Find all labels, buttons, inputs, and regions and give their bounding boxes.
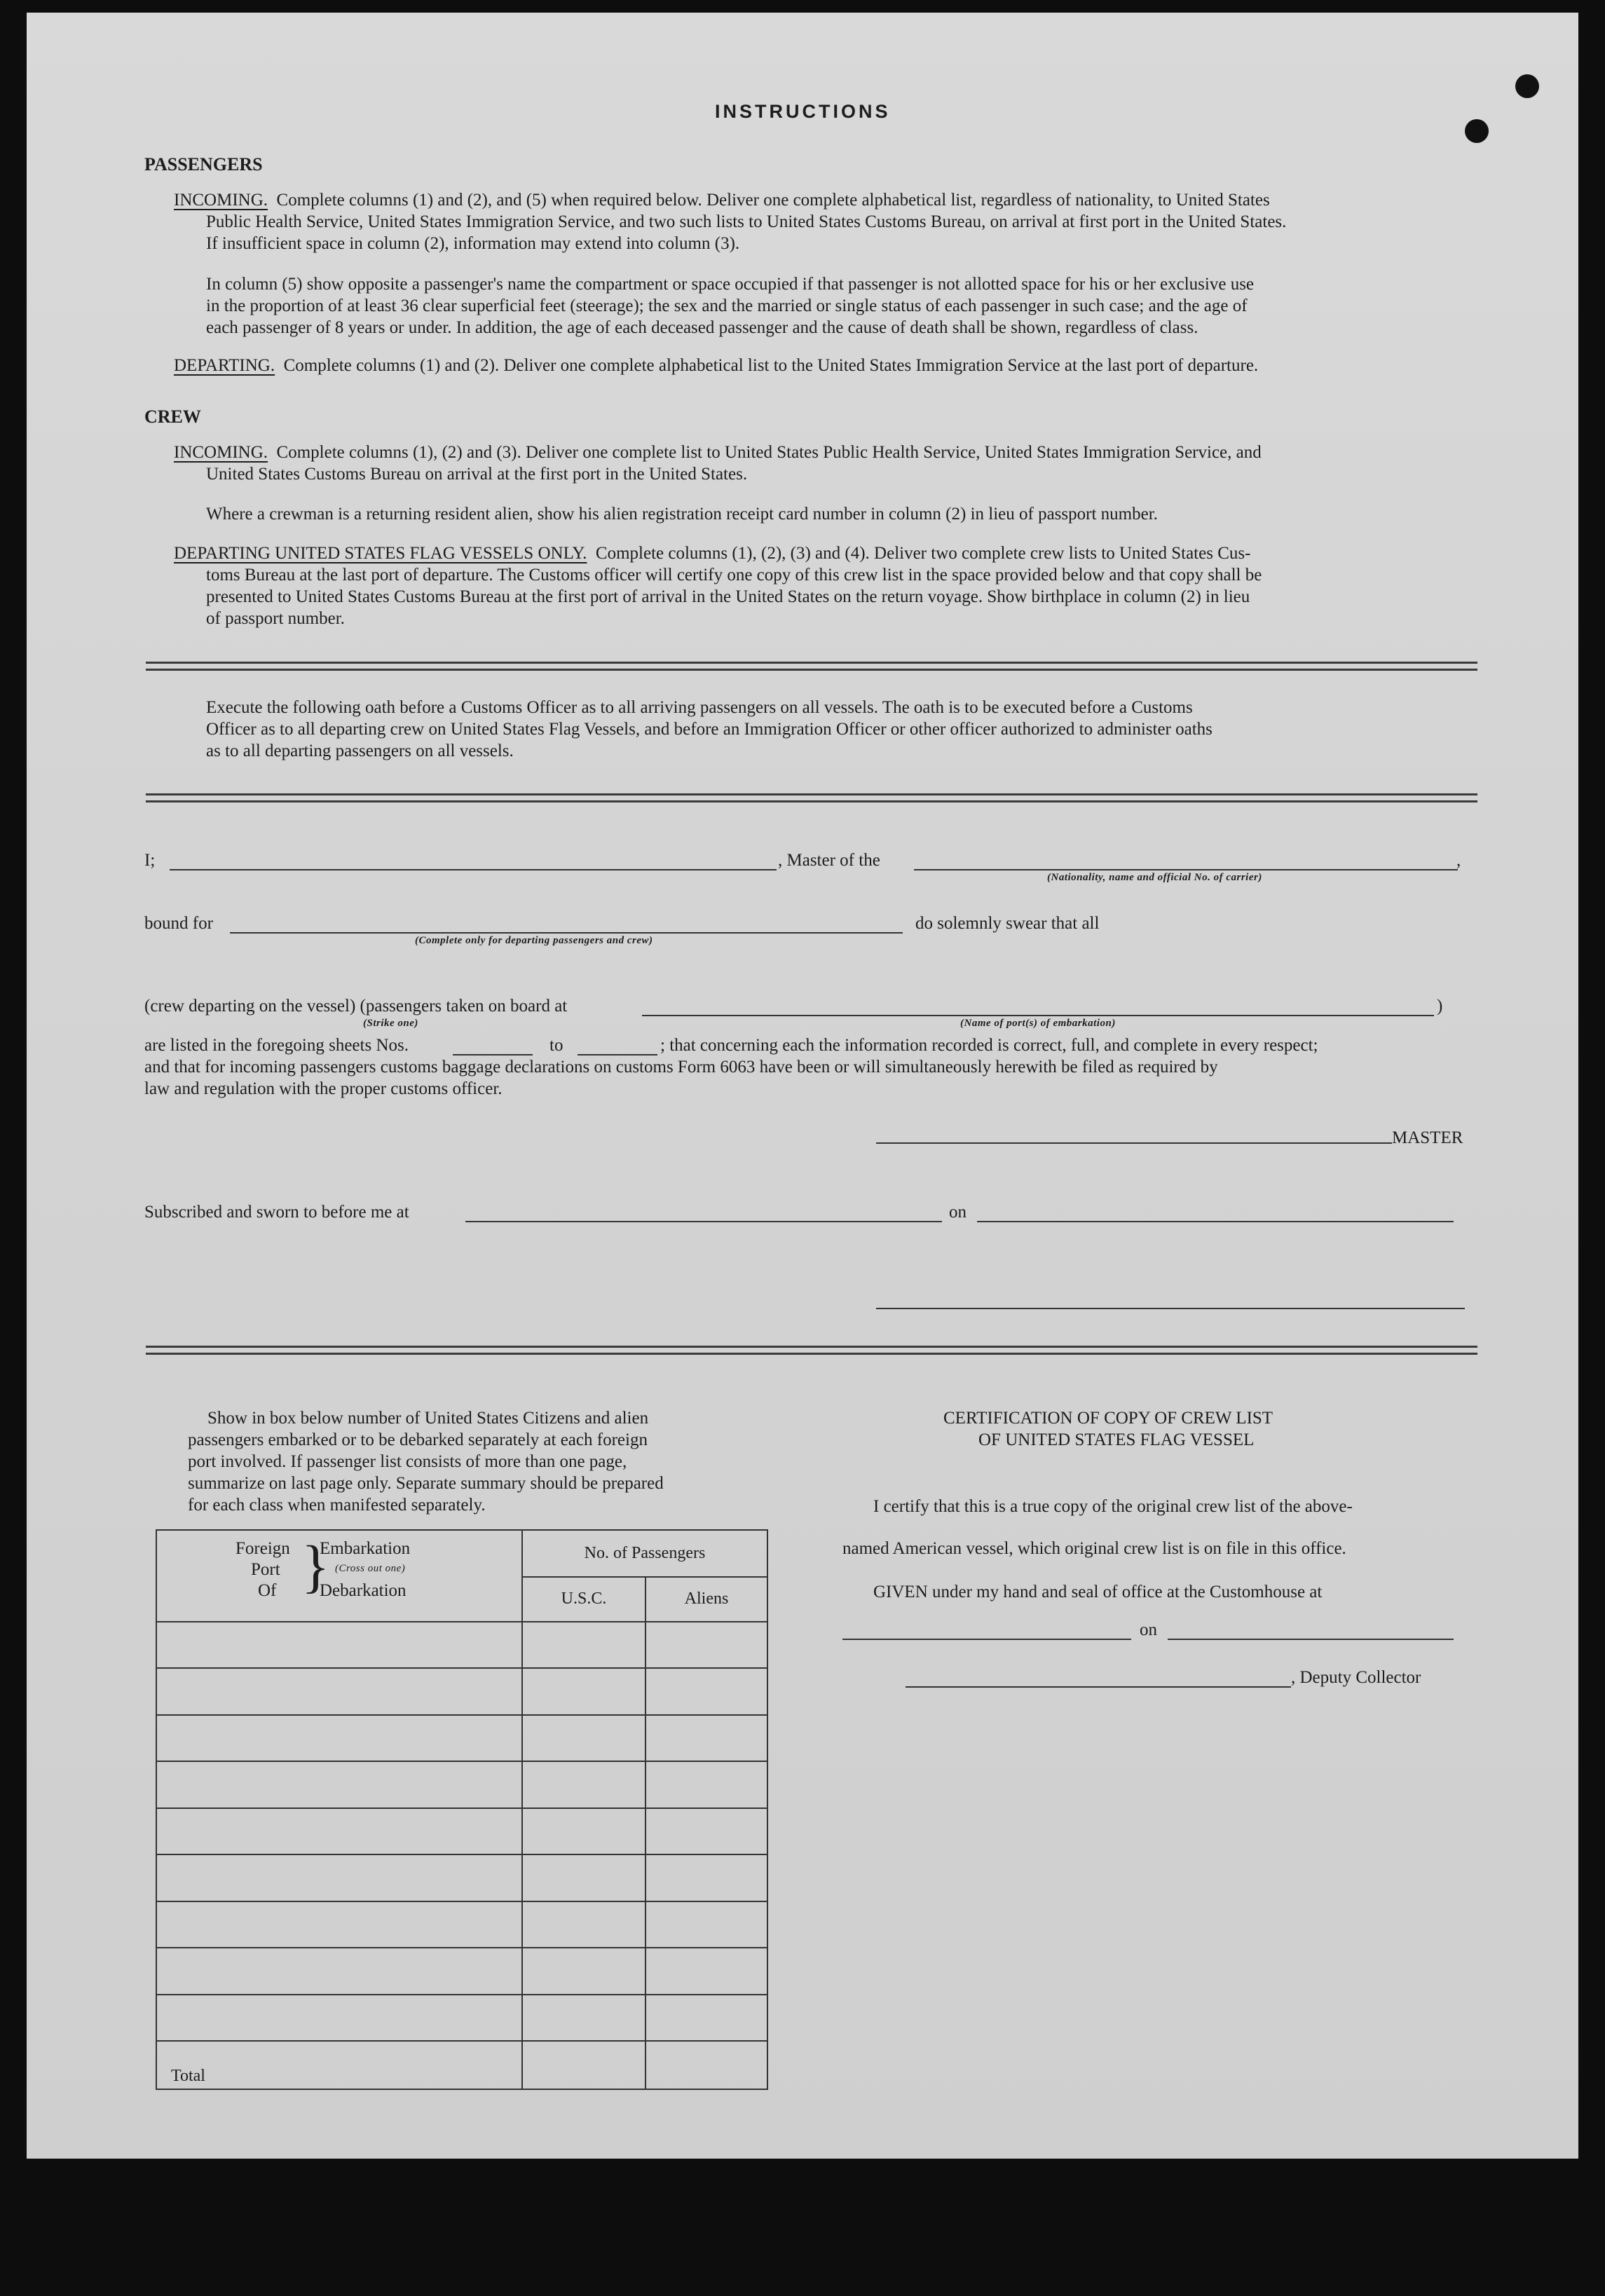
passengers-incoming-line-2: Public Health Service, United States Immigration Service, and two such lists to United States Customs Bureau, on arrival at first port in the United States.	[206, 212, 1287, 231]
summary-line-5: for each class when manifested separately.	[188, 1496, 486, 1515]
strike-one-hint: (Strike one)	[363, 1018, 418, 1029]
total-usc-cell[interactable]	[522, 2041, 646, 2089]
total-label: Total	[156, 2041, 522, 2089]
passengers-departing: DEPARTING. Complete columns (1) and (2). Deliver one complete alphabetical list to the United States Immigration Service at the last port of departure.	[174, 356, 1259, 375]
carrier-field[interactable]	[914, 869, 1458, 870]
aliens-cell[interactable]	[646, 1854, 767, 1901]
aliens-cell[interactable]	[646, 1808, 767, 1855]
punch-hole	[1515, 74, 1539, 98]
listed-label: are listed in the foregoing sheets Nos.	[144, 1036, 409, 1055]
aliens-cell[interactable]	[646, 1668, 767, 1715]
port-hint: (Name of port(s) of embarkation)	[960, 1018, 1116, 1029]
oath-intro-line-1: Execute the following oath before a Customs Officer as to all arriving passengers on all vessels. The oath is to be executed before a Customs	[206, 698, 1193, 717]
crew-departing-line-3: presented to United States Customs Bureau at the first port of arrival in the United States on the return voyage. Show birthplace in column (2) in lieu	[206, 587, 1250, 606]
subscribed-label: Subscribed and sworn to before me at	[144, 1203, 409, 1222]
deputy-collector-label: , Deputy Collector	[1291, 1668, 1421, 1687]
summary-line-2: passengers embarked or to be debarked separately at each foreign	[188, 1430, 648, 1449]
port-cell[interactable]	[156, 1854, 522, 1901]
port-cell[interactable]	[156, 1995, 522, 2042]
no-passengers-header: No. of Passengers	[522, 1530, 767, 1577]
usc-cell[interactable]	[522, 1715, 646, 1762]
total-aliens-cell[interactable]	[646, 2041, 767, 2089]
crew-departing-line-2: toms Bureau at the last port of departure. The Customs officer will certify one copy of this crew list in the space provided below and that copy shall be	[206, 566, 1262, 585]
crew-departing-line-4: of passport number.	[206, 609, 345, 628]
passengers-incoming-line-1: INCOMING. Complete columns (1) and (2), and (5) when required below. Deliver one complete alphabetical list, regardless of nationality, to United States	[174, 191, 1270, 210]
port-header-cell	[156, 1530, 522, 1622]
alien-registration-note: Where a crewman is a returning resident alien, show his alien registration receipt card number in column (2) in lieu of passport number.	[206, 505, 1158, 524]
port-cell[interactable]	[156, 1761, 522, 1808]
oath-intro-line-3: as to all departing passengers on all vessels.	[206, 742, 514, 760]
usc-cell[interactable]	[522, 1808, 646, 1855]
comma: ,	[1456, 851, 1461, 870]
usc-cell[interactable]	[522, 1854, 646, 1901]
oath-i-label: I;	[144, 851, 156, 870]
port-cell[interactable]	[156, 1715, 522, 1762]
port-cell[interactable]	[156, 1668, 522, 1715]
usc-cell[interactable]	[522, 1901, 646, 1948]
master-name-field[interactable]	[170, 869, 777, 870]
port-cell[interactable]	[156, 1901, 522, 1948]
officer-signature-field[interactable]	[876, 1308, 1465, 1309]
bound-for-label: bound for	[144, 914, 213, 933]
crew-departing-line-1: DEPARTING UNITED STATES FLAG VESSELS ONLY. Complete columns (1), (2), (3) and (4). Deliver two complete crew lists to United States Cus-	[174, 544, 1251, 563]
summary-line-3: port involved. If passenger list consists of more than one page,	[188, 1452, 627, 1471]
certification-line-3: GIVEN under my hand and seal of office at the Customhouse at	[873, 1583, 1323, 1601]
aliens-header: Aliens	[646, 1577, 767, 1622]
master-signature-field[interactable]	[876, 1142, 1392, 1144]
debarkation-label: Debarkation	[320, 1581, 407, 1600]
listed-line-3: law and regulation with the proper customs officer.	[144, 1079, 503, 1098]
bound-for-field[interactable]	[230, 932, 903, 934]
aliens-cell[interactable]	[646, 1948, 767, 1995]
departing-label: DEPARTING.	[174, 356, 275, 375]
aliens-cell[interactable]	[646, 1715, 767, 1762]
usc-cell[interactable]	[522, 1948, 646, 1995]
summary-line-1: Show in box below number of United States Citizens and alien	[207, 1409, 649, 1428]
cross-out-hint: (Cross out one)	[335, 1563, 406, 1574]
master-of-label: , Master of the	[778, 851, 880, 870]
column5-line-1: In column (5) show opposite a passenger's name the compartment or space occupied if that passenger is not allotted space for his or her exclusive use	[206, 275, 1255, 294]
double-rule	[146, 662, 1477, 671]
usc-cell[interactable]	[522, 1761, 646, 1808]
listed-to-label: to	[549, 1036, 564, 1055]
passengers-heading: PASSENGERS	[144, 154, 263, 175]
aliens-cell[interactable]	[646, 1995, 767, 2042]
sheet-to-field[interactable]	[578, 1054, 657, 1055]
embarkation-label: Embarkation	[320, 1539, 411, 1558]
certification-line-2: named American vessel, which original crew list is on file in this office.	[842, 1539, 1346, 1558]
listed-statement: ; that concerning each the information recorded is correct, full, and complete in every respect;	[660, 1036, 1318, 1055]
crew-heading: CREW	[144, 406, 201, 427]
summary-line-4: summarize on last page only. Separate summary should be prepared	[188, 1474, 664, 1493]
sworn-on-label: on	[949, 1203, 967, 1222]
usc-cell[interactable]	[522, 1668, 646, 1715]
customhouse-field[interactable]	[842, 1639, 1131, 1640]
certification-line-1: I certify that this is a true copy of the original crew list of the above-	[873, 1497, 1353, 1516]
column5-line-2: in the proportion of at least 36 clear superficial feet (steerage); the sex and the married or single status of each passenger in such case; and the age of	[206, 296, 1248, 315]
usc-cell[interactable]	[522, 1995, 646, 2042]
passengers-incoming-line-3: If insufficient space in column (2), information may extend into column (3).	[206, 234, 740, 253]
usc-cell[interactable]	[522, 1622, 646, 1669]
crew-passengers-label: (crew departing on the vessel) (passengers taken on board at	[144, 997, 568, 1016]
listed-line-2: and that for incoming passengers customs baggage declarations on customs Form 6063 have been or will simultaneously herewith be filed as required by	[144, 1058, 1218, 1077]
aliens-cell[interactable]	[646, 1761, 767, 1808]
departing-flag-label: DEPARTING UNITED STATES FLAG VESSELS ONLY.	[174, 544, 587, 563]
certification-title-line-1: CERTIFICATION OF COPY OF CREW LIST	[943, 1409, 1273, 1428]
oath-intro-line-2: Officer as to all departing crew on United States Flag Vessels, and before an Immigration Officer or other officer authorized to administer oaths	[206, 720, 1213, 739]
swear-text: do solemnly swear that all	[915, 914, 1100, 933]
form-page	[27, 13, 1578, 2159]
usc-header: U.S.C.	[522, 1577, 646, 1622]
crew-incoming-line-2: United States Customs Bureau on arrival at the first port in the United States.	[206, 465, 748, 484]
port-label: Port	[251, 1560, 280, 1579]
passenger-summary-table	[156, 1529, 768, 2090]
certification-title-line-2: OF UNITED STATES FLAG VESSEL	[978, 1430, 1255, 1449]
incoming-label: INCOMING.	[174, 191, 268, 210]
page-title: INSTRUCTIONS	[715, 101, 891, 122]
aliens-cell[interactable]	[646, 1622, 767, 1669]
embarkation-port-field[interactable]	[642, 1015, 1434, 1016]
master-label: MASTER	[1392, 1128, 1463, 1147]
certification-on-label: on	[1140, 1620, 1157, 1639]
close-paren: )	[1437, 997, 1443, 1016]
aliens-cell[interactable]	[646, 1901, 767, 1948]
port-cell[interactable]	[156, 1808, 522, 1855]
carrier-hint: (Nationality, name and official No. of carrier)	[1047, 872, 1262, 883]
of-label: Of	[258, 1581, 277, 1600]
brace-icon: }	[301, 1534, 330, 1599]
certification-date-field[interactable]	[1168, 1639, 1454, 1640]
bound-for-hint: (Complete only for departing passengers and crew)	[415, 935, 653, 946]
crew-incoming-line-1: INCOMING. Complete columns (1), (2) and (3). Deliver one complete list to United States Public Health Service, United States Immigration Service, and	[174, 443, 1262, 462]
deputy-collector-signature-field[interactable]	[906, 1686, 1291, 1688]
incoming-label: INCOMING.	[174, 443, 268, 462]
port-cell[interactable]	[156, 1622, 522, 1669]
sworn-date-field[interactable]	[977, 1221, 1454, 1222]
sworn-at-field[interactable]	[465, 1221, 942, 1222]
sheet-from-field[interactable]	[453, 1054, 533, 1055]
port-cell[interactable]	[156, 1948, 522, 1995]
foreign-label: Foreign	[235, 1539, 290, 1558]
double-rule	[146, 1346, 1477, 1355]
double-rule	[146, 793, 1477, 802]
punch-hole	[1465, 119, 1489, 143]
column5-line-3: each passenger of 8 years or under. In addition, the age of each deceased passenger and the cause of death shall be shown, regardless of class.	[206, 318, 1198, 337]
